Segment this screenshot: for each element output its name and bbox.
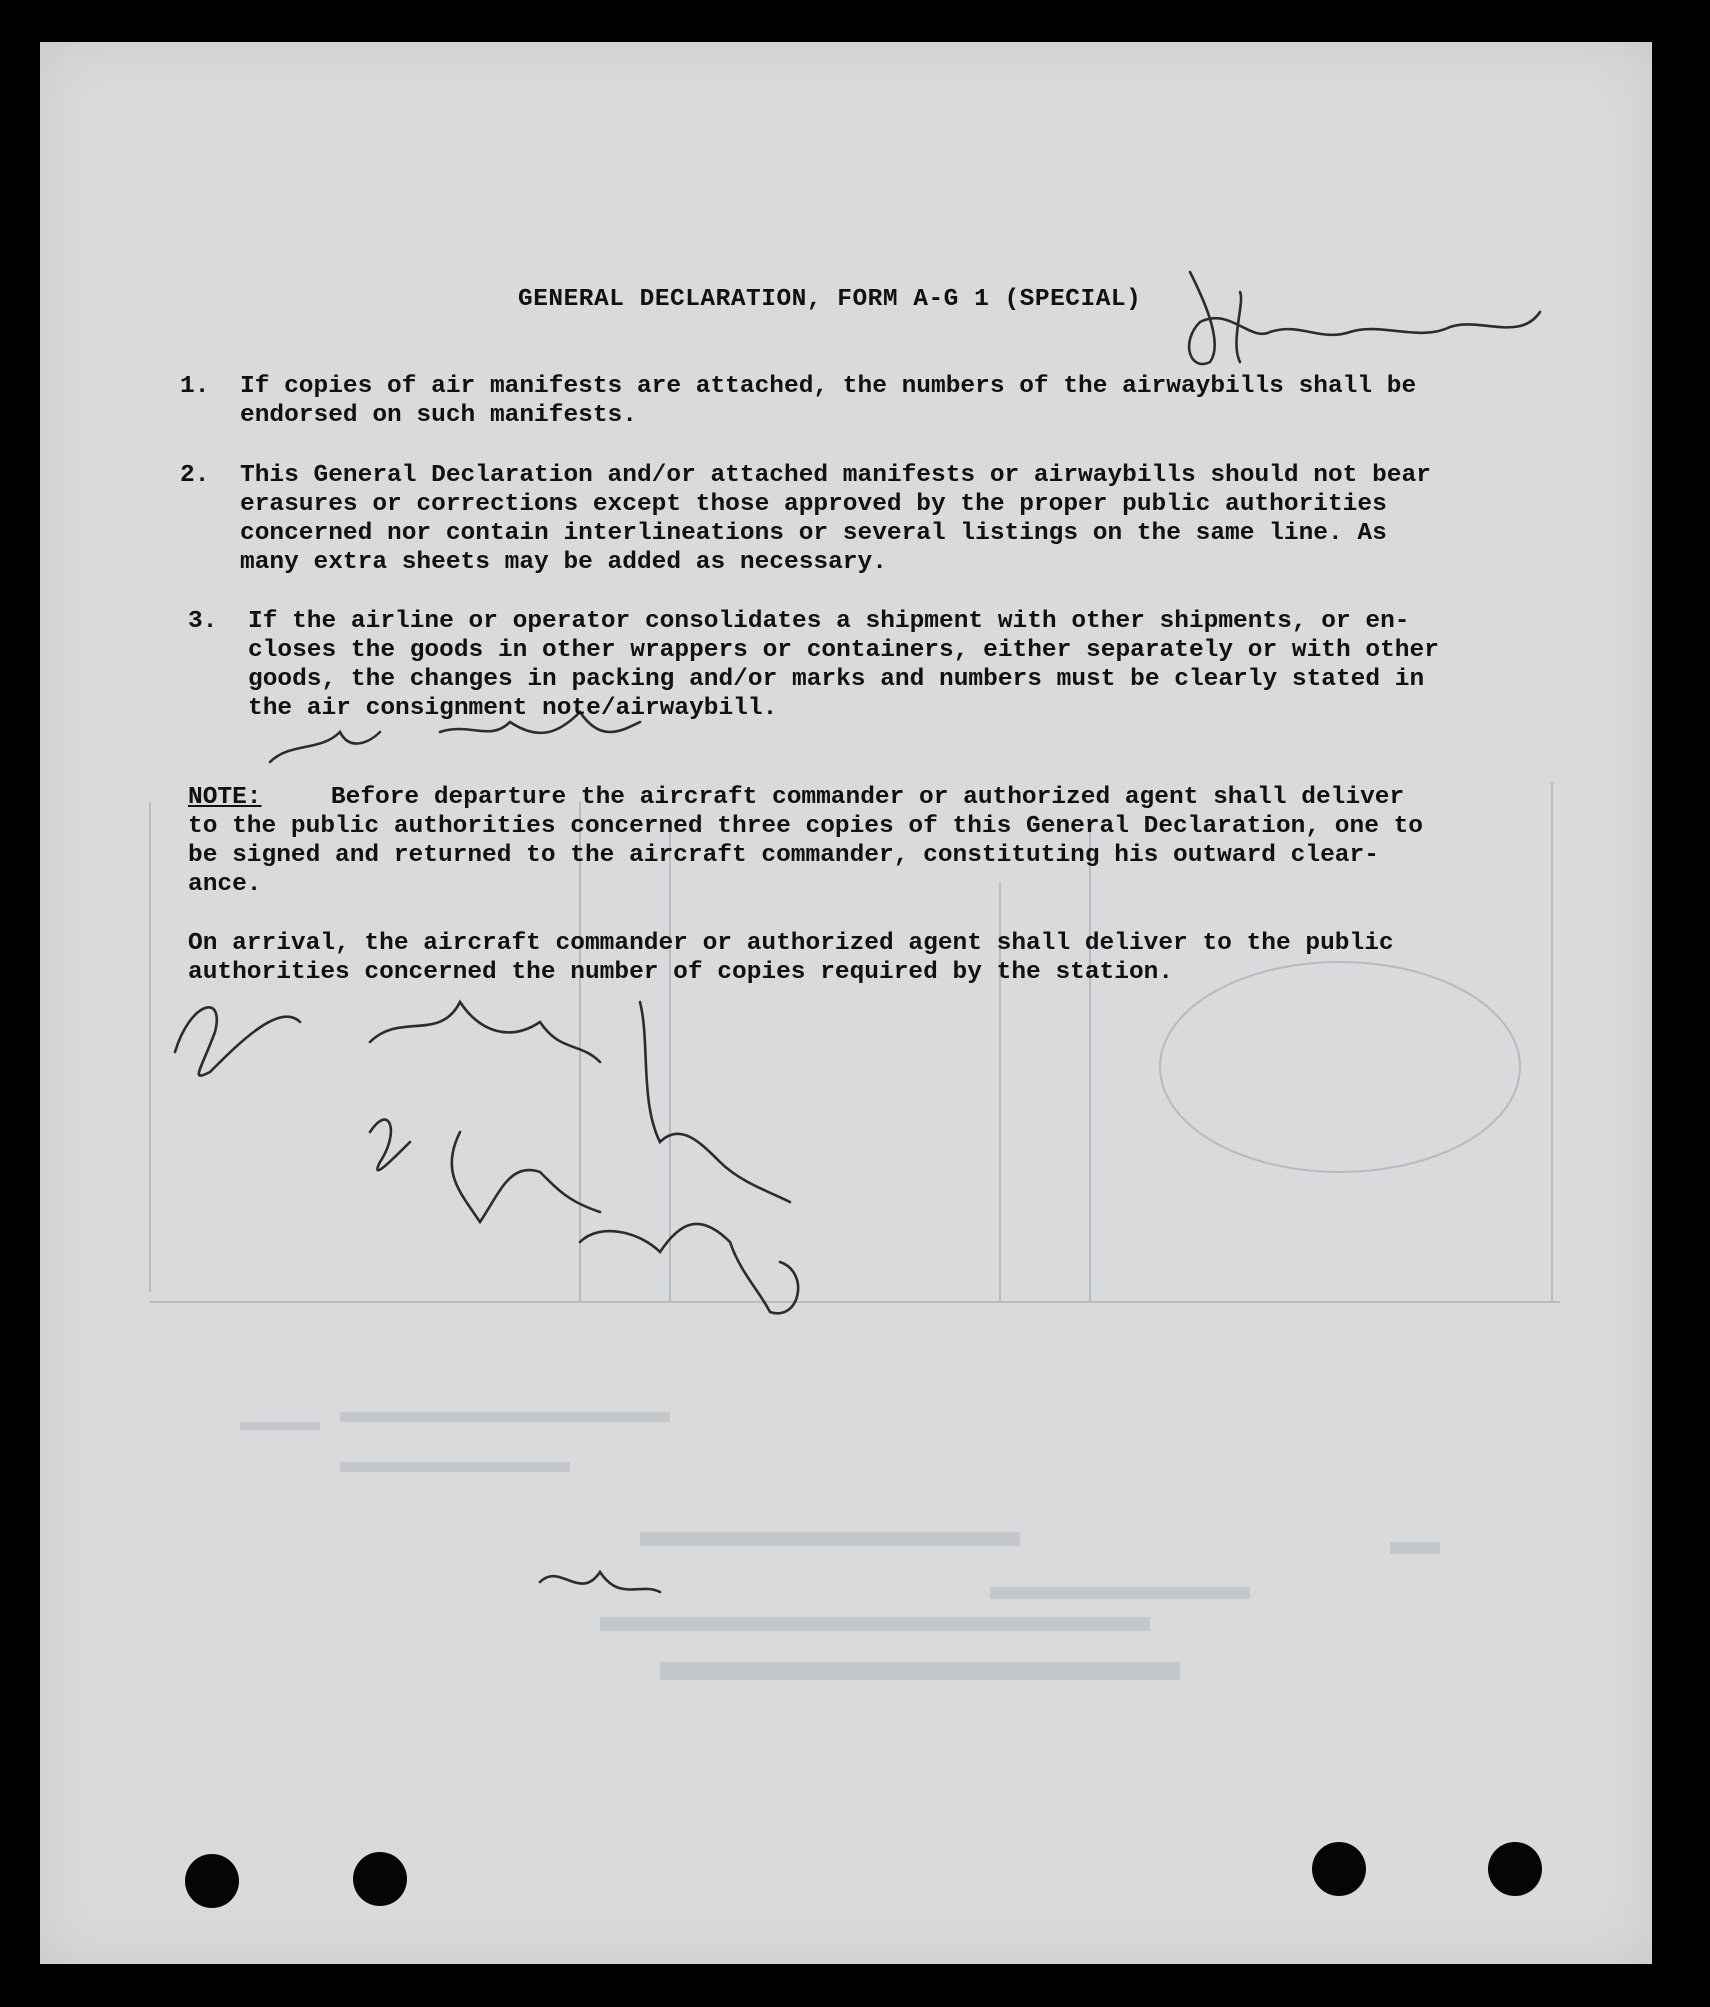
item-2-line-2: erasures or corrections except those approved by the proper public authorities: [240, 491, 1387, 518]
note-block: [188, 783, 1423, 899]
punch-hole: [1488, 1842, 1542, 1896]
item-3-line-2: closes the goods in other wrappers or containers, either separately or with other: [248, 637, 1439, 664]
item-2-line-1: This General Declaration and/or attached manifests or airwaybills should not bear: [240, 462, 1431, 489]
item-2-line-4: many extra sheets may be added as necessary.: [240, 549, 887, 576]
arrival-block: [188, 929, 1394, 987]
item-1-line-1: If copies of air manifests are attached, the numbers of the airwaybills shall be: [240, 373, 1417, 400]
item-2-line-3: concerned nor contain interlineations or several listings on the same line. As: [240, 520, 1387, 547]
item-3-text: [248, 607, 1439, 723]
punch-hole: [185, 1854, 239, 1908]
handwritten-signature-marks: [40, 42, 1652, 1964]
item-3-line-4: the air consignment note/airwaybill.: [248, 695, 778, 722]
note-line-4: ance.: [188, 871, 262, 898]
note-label: NOTE:: [188, 784, 262, 811]
note-line-2: to the public authorities concerned three copies of this General Declaration, one to: [188, 813, 1424, 840]
document-page: [40, 42, 1652, 1964]
item-1-text: [240, 372, 1416, 430]
arrival-line-1: On arrival, the aircraft commander or authorized agent shall deliver to the public: [188, 930, 1394, 957]
arrival-line-2: authorities concerned the number of copies required by the station.: [188, 959, 1174, 986]
bleed-through-background: [40, 42, 1652, 1964]
item-3-line-3: goods, the changes in packing and/or marks and numbers must be clearly stated in: [248, 666, 1425, 693]
item-1-number: 1.: [180, 373, 210, 400]
item-3-number: 3.: [188, 608, 218, 635]
form-title: GENERAL DECLARATION, FORM A-G 1 (SPECIAL): [518, 286, 1142, 313]
item-3-line-1: If the airline or operator consolidates a shipment with other shipments, or en-: [248, 608, 1410, 635]
item-1-line-2: endorsed on such manifests.: [240, 402, 637, 429]
item-2-text: [240, 461, 1431, 577]
note-line-3: be signed and returned to the aircraft commander, constituting his outward clear-: [188, 842, 1379, 869]
item-2-number: 2.: [180, 462, 210, 489]
punch-hole: [1312, 1842, 1366, 1896]
note-line-1: Before departure the aircraft commander or authorized agent shall deliver: [330, 784, 1405, 811]
punch-hole: [353, 1852, 407, 1906]
